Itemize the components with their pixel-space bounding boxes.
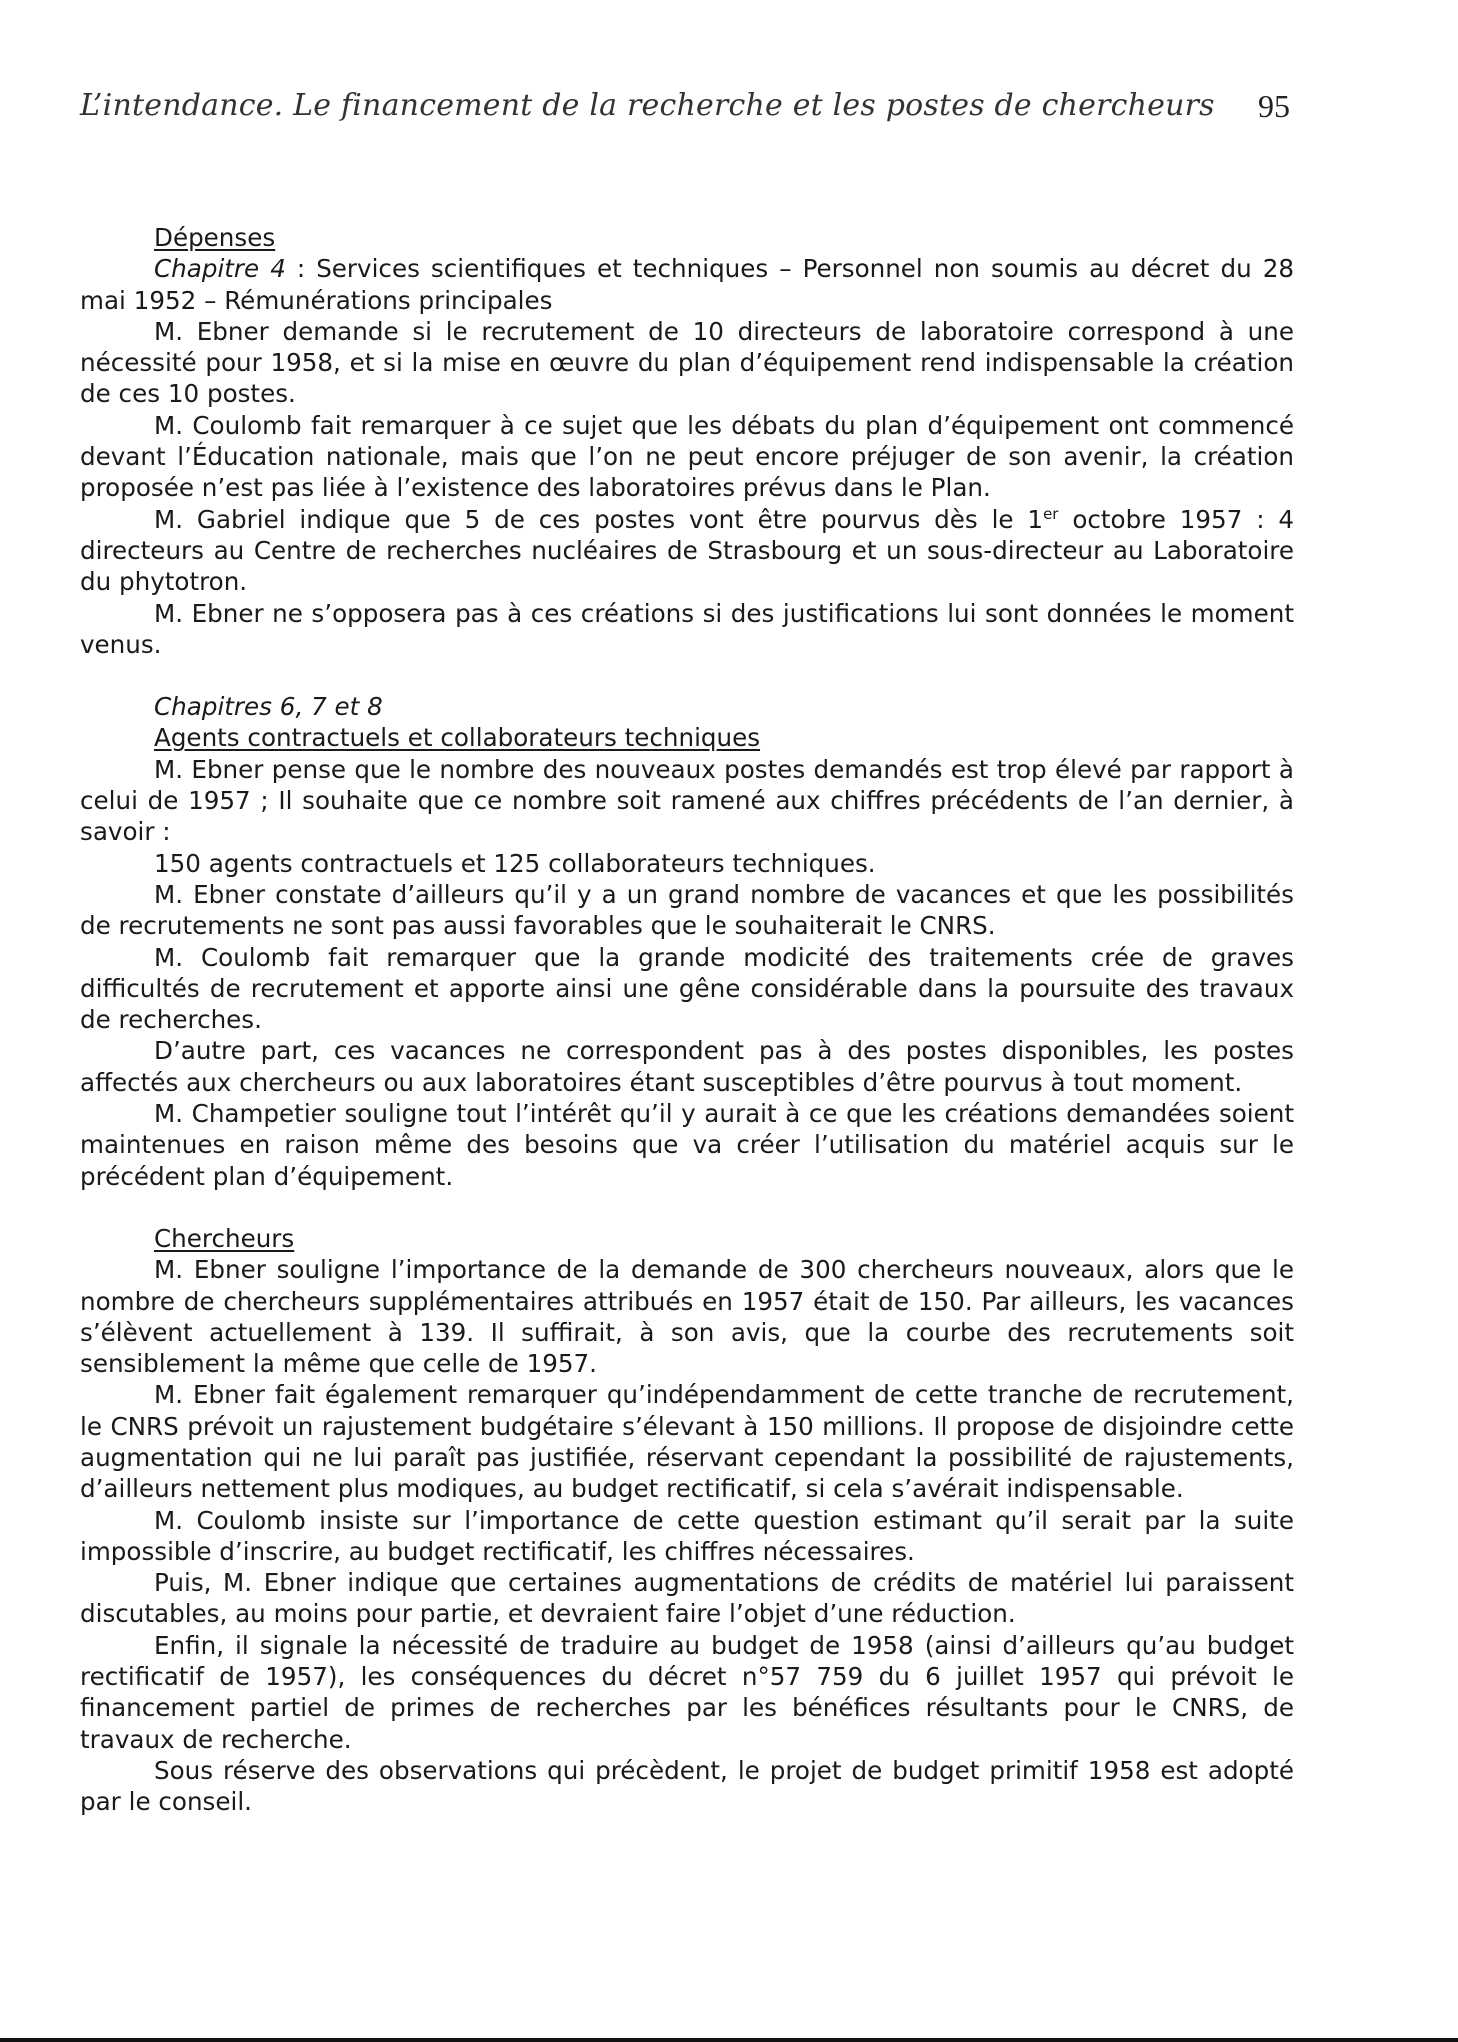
paragraph: M. Champetier souligne tout l’intérêt qu’il y aurait à ce que les créations demandées soient maintenues en raison même des besoins que va créer l’utilisation du matériel acquis sur le précédent plan d’équipement. (80, 1099, 1294, 1191)
chapter-label: Chapitre 4 (154, 254, 286, 284)
chapter-label-line (80, 691, 1294, 722)
paragraph-text: octobre 1957 : 4 directeurs au Centre de recherches nucléaires de Strasbourg et un sous-directeur au Laboratoire du phytotron. (80, 504, 1294, 597)
paragraph: 150 agents contractuels et 125 collaborateurs techniques. (154, 848, 876, 878)
page-number: 95 (1258, 88, 1290, 124)
paragraph: M. Ebner demande si le recrutement de 10 directeurs de laboratoire correspond à une nécessité pour 1958, et si la mise en œuvre du plan d’équipement rend indispensable la création de ces 10 postes. (80, 316, 1294, 409)
superscript: er (1043, 504, 1059, 523)
heading-text: Agents contractuels et collaborateurs techniques (154, 723, 761, 753)
paragraph: M. Ebner fait également remarquer qu’indépendamment de cette tranche de recrutement, le CNRS prévoit un rajustement budgétaire s’élevant à 150 millions. Il propose de disjoindre cette augmentation qui ne lui paraît pas justifiée, réservant cependant la possibilité de rajustements, d’ailleurs nettement plus modiques, au budget rectificatif, si cela s’avérait indispensable. (80, 1380, 1294, 1504)
section-gap (80, 1192, 1294, 1223)
paragraph: M. Ebner souligne l’importance de la demande de 300 chercheurs nouveaux, alors que le nombre de chercheurs supplémentaires attribués en 1957 était de 150. Par ailleurs, les vacances s’élèvent actuellement à 139. Il suffirait, à son avis, que la courbe des recrutements soit sensiblement la même que celle de 1957. (80, 1255, 1294, 1379)
running-title: L’intendance. Le financement de la recherche et les postes de chercheurs (80, 88, 1215, 123)
paragraph: D’autre part, ces vacances ne correspondent pas à des postes disponibles, les postes affectés aux chercheurs ou aux laboratoires étant susceptibles d’être pourvus à tout moment. (80, 1036, 1294, 1097)
paragraph: M. Coulomb fait remarquer à ce sujet que les débats du plan d’équipement ont commencé devant l’Éducation nationale, mais que l’on ne peut encore préjuger de son avenir, la création proposée n’est pas liée à l’existence des laboratoires prévus dans le Plan. (80, 410, 1294, 503)
paragraph: Puis, M. Ebner indique que certaines augmentations de crédits de matériel lui paraissent discutables, au moins pour partie, et devraient faire l’objet d’une réduction. (80, 1568, 1294, 1629)
chapter-label: Chapitres 6, 7 et 8 (154, 692, 383, 722)
section-heading-depenses (80, 222, 1294, 253)
paragraph: M. Coulomb insiste sur l’importance de cette question estimant qu’il serait par la suite impossible d’inscrire, au budget rectificatif, les chiffres nécessaires. (80, 1505, 1294, 1566)
heading-text: Chercheurs (154, 1223, 295, 1253)
section-heading-agents (80, 722, 1294, 753)
paragraph (80, 504, 1294, 598)
page-bottom-edge (0, 2038, 1458, 2042)
paragraph-text: M. Gabriel indique que 5 de ces postes vont être pourvus dès le 1 (154, 504, 1044, 534)
section-gap (80, 660, 1294, 691)
paragraph: M. Ebner constate d’ailleurs qu’il y a un grand nombre de vacances et que les possibilités de recrutements ne sont pas aussi favorables que le souhaiterait le CNRS. (80, 879, 1294, 941)
heading-text: Dépenses (154, 223, 276, 252)
paragraph: M. Coulomb fait remarquer que la grande modicité des traitements crée de graves difficultés de recrutement et apporte ainsi une gêne considérable dans la poursuite des travaux de recherches. (80, 942, 1294, 1035)
chapter-line (80, 253, 1294, 316)
section-heading-chercheurs (80, 1223, 1294, 1254)
paragraph: M. Ebner ne s’opposera pas à ces créations si des justifications lui sont données le moment venus. (80, 598, 1294, 659)
chapter-text: : Services scientifiques et techniques – Personnel non soumis au décret du 28 mai 1952 – Rémunérations principales (80, 254, 1294, 315)
document-body (80, 222, 1294, 1818)
paragraph: M. Ebner pense que le nombre des nouveaux postes demandés est trop élevé par rapport à celui de 1957 ; Il souhaite que ce nombre soit ramené aux chiffres précédents de l’an dernier, à savoir : (80, 754, 1294, 847)
paragraph: Sous réserve des observations qui précèdent, le projet de budget primitif 1958 est adopté par le conseil. (80, 1755, 1294, 1817)
paragraph: Enfin, il signale la nécessité de traduire au budget de 1958 (ainsi d’ailleurs qu’au budget rectificatif de 1957), les conséquences du décret n°57 759 du 6 juillet 1957 qui prévoit le financement partiel de primes de recherches par les bénéfices résultants pour le CNRS, de travaux de recherche. (80, 1630, 1294, 1754)
